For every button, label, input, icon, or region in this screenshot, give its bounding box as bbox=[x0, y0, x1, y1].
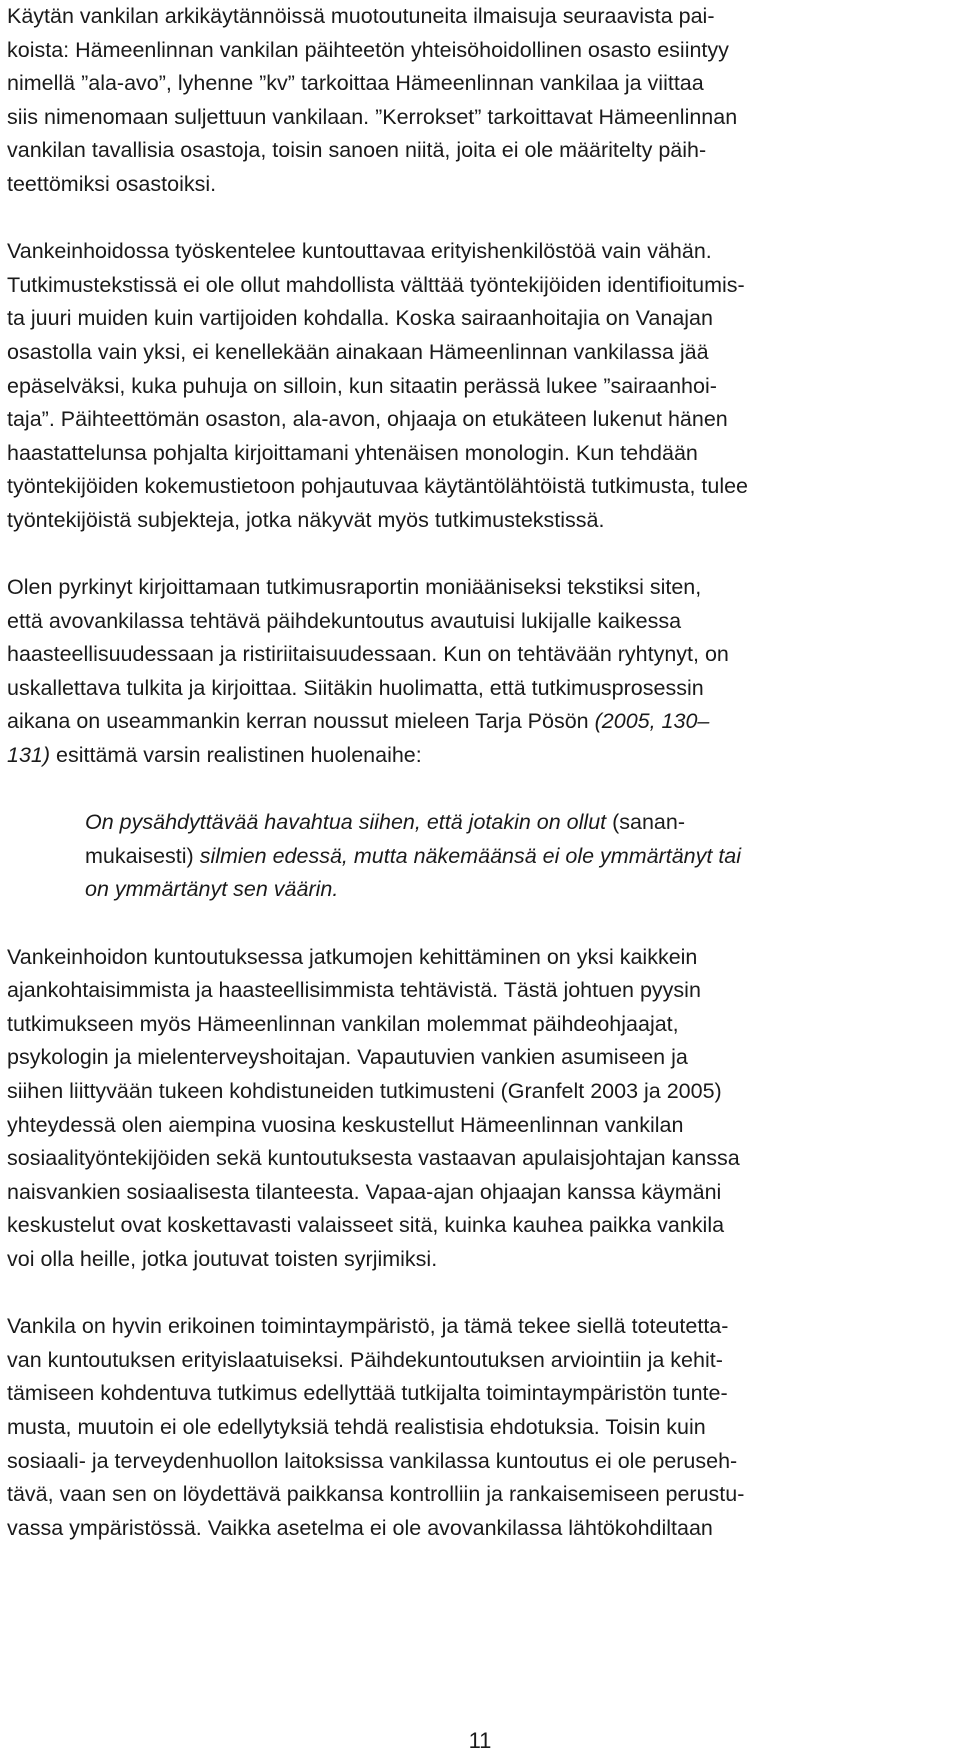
paragraph-spacer bbox=[7, 538, 957, 572]
text-line: nimellä ”ala-avo”, lyhenne ”kv” tarkoittaa Hämeenlinnan vankilaa ja viittaa bbox=[7, 71, 704, 96]
paragraph-spacer bbox=[7, 202, 957, 236]
quote-plain: mukaisesti) bbox=[85, 843, 200, 868]
text-line: musta, muutoin ei ole edellytyksiä tehdä realistisia ehdotuksia. Toisin kuin bbox=[7, 1414, 706, 1439]
text-line: osastolla vain yksi, ei kenellekään ainakaan Hämeenlinnan vankilassa jää bbox=[7, 339, 709, 364]
text-run: esittämä varsin realistinen huolenaihe: bbox=[50, 743, 422, 768]
text-line: haasteellisuudessaan ja ristiriitaisuudessaan. Kun on tehtävään ryhtynyt, on bbox=[7, 642, 729, 667]
text-line: naisvankien sosiaalisesta tilanteesta. Vapaa-ajan ohjaajan kanssa käymäni bbox=[7, 1179, 722, 1204]
text-line: ajankohtaisimmista ja haasteellisimmista tehtävistä. Tästä johtuen pyysin bbox=[7, 978, 701, 1003]
text-line: Olen pyrkinyt kirjoittamaan tutkimusraportin moniääniseksi tekstiksi siten, bbox=[7, 575, 702, 600]
text-line: taja”. Päihteettömän osaston, ala-avon, ohjaaja on etukäteen lukenut hänen bbox=[7, 407, 728, 432]
paragraph-3 bbox=[7, 571, 957, 773]
block-quote bbox=[7, 806, 957, 907]
quote-line bbox=[85, 806, 957, 840]
paragraph-spacer bbox=[7, 907, 957, 941]
text-line: Tutkimustekstissä ei ole ollut mahdollista välttää työntekijöiden identifioitumis- bbox=[7, 272, 745, 297]
text-line: työntekijöiden kokemustietoon pohjautuvaa käytäntölähtöistä tutkimusta, tulee bbox=[7, 474, 749, 499]
text-run: aikana on useammankin kerran noussut mieleen Tarja Pösön bbox=[7, 709, 589, 734]
text-line: Vankila on hyvin erikoinen toimintaympäristö, ja tämä tekee siellä toteutetta- bbox=[7, 1314, 729, 1339]
text-line: haastattelunsa pohjalta kirjoittamani yhtenäisen monologin. Kun tehdään bbox=[7, 440, 698, 465]
page-number: 11 bbox=[468, 1728, 492, 1753]
text-line: tämiseen kohdentuva tutkimus edellyttää tutkijalta toimintaympäristön tunte- bbox=[7, 1381, 728, 1406]
document-body bbox=[7, 0, 957, 1545]
citation-italic: (2005, 130– bbox=[588, 709, 710, 734]
quote-italic: silmien edessä, mutta näkemäänsä ei ole ymmärtänyt tai bbox=[199, 843, 742, 868]
quote-line bbox=[85, 840, 957, 874]
text-line: että avovankilassa tehtävä päihdekuntoutus avautuisi lukijalle kaikessa bbox=[7, 608, 682, 633]
text-line: siis nimenomaan suljettuun vankilaan. ”Kerrokset” tarkoittavat Hämeenlinnan bbox=[7, 104, 738, 129]
text-line: työntekijöistä subjekteja, jotka näkyvät myös tutkimustekstissä. bbox=[7, 507, 605, 532]
paragraph-1 bbox=[7, 0, 957, 202]
text-line: tutkimukseen myös Hämeenlinnan vankilan molemmat päihdeohjaajat, bbox=[7, 1011, 679, 1036]
text-line: uskallettava tulkita ja kirjoittaa. Siitäkin huolimatta, että tutkimusprosessin bbox=[7, 675, 704, 700]
text-line: yhteydessä olen aiempina vuosina keskustellut Hämeenlinnan vankilan bbox=[7, 1112, 684, 1137]
text-line: vassa ympäristössä. Vaikka asetelma ei ole avovankilassa lähtökohdiltaan bbox=[7, 1515, 713, 1540]
text-line: koista: Hämeenlinnan vankilan päihteetön yhteisöhoidollinen osasto esiintyy bbox=[7, 37, 729, 62]
paragraph-6 bbox=[7, 1310, 957, 1545]
citation-italic: 131) bbox=[7, 743, 51, 768]
text-line: sosiaali- ja terveydenhuollon laitoksissa vankilassa kuntoutus ei ole peruseh- bbox=[7, 1448, 738, 1473]
text-line: teettömiksi osastoiksi. bbox=[7, 171, 217, 196]
text-line: Vankeinhoidossa työskentelee kuntouttavaa erityishenkilöstöä vain vähän. bbox=[7, 239, 712, 264]
text-line: vankilan tavallisia osastoja, toisin sanoen niitä, joita ei ole määritelty päih- bbox=[7, 138, 707, 163]
text-line: voi olla heille, jotka joutuvat toisten syrjimiksi. bbox=[7, 1246, 438, 1271]
text-line: keskustelut ovat koskettavasti valaisseet sitä, kuinka kauhea paikka vankila bbox=[7, 1213, 725, 1238]
text-line: sosiaalityöntekijöiden sekä kuntoutuksesta vastaavan apulaisjohtajan kanssa bbox=[7, 1146, 740, 1171]
text-line: tävä, vaan sen on löydettävä paikkansa kontrolliin ja rankaisemiseen perustu- bbox=[7, 1482, 745, 1507]
text-line: epäselväksi, kuka puhuja on silloin, kun sitaatin perässä lukee ”sairaanhoi- bbox=[7, 373, 717, 398]
quote-italic: on ymmärtänyt sen väärin. bbox=[85, 877, 339, 902]
paragraph-2 bbox=[7, 235, 957, 537]
text-line: Vankeinhoidon kuntoutuksessa jatkumojen kehittäminen on yksi kaikkein bbox=[7, 944, 698, 969]
quote-italic: On pysähdyttävää havahtua siihen, että jotakin on ollut bbox=[85, 810, 607, 835]
text-line: psykologin ja mielenterveyshoitajan. Vapautuvien vankien asumiseen ja bbox=[7, 1045, 688, 1070]
paragraph-5 bbox=[7, 941, 957, 1277]
text-line: van kuntoutuksen erityislaatuiseksi. Päihdekuntoutuksen arviointiin ja kehit- bbox=[7, 1347, 723, 1372]
text-line: ta juuri muiden kuin vartijoiden kohdalla. Koska sairaanhoitajia on Vanajan bbox=[7, 306, 713, 331]
text-line bbox=[7, 739, 957, 773]
text-line: siihen liittyvään tukeen kohdistuneiden tutkimusteni (Granfelt 2003 ja 2005) bbox=[7, 1079, 722, 1103]
paragraph-spacer bbox=[7, 1277, 957, 1311]
text-line: Käytän vankilan arkikäytännöissä muotoutuneita ilmaisuja seuraavista pai- bbox=[7, 4, 715, 28]
quote-plain: (sanan- bbox=[606, 810, 685, 835]
text-line bbox=[7, 705, 957, 739]
quote-line bbox=[85, 873, 957, 907]
paragraph-spacer bbox=[7, 773, 957, 807]
